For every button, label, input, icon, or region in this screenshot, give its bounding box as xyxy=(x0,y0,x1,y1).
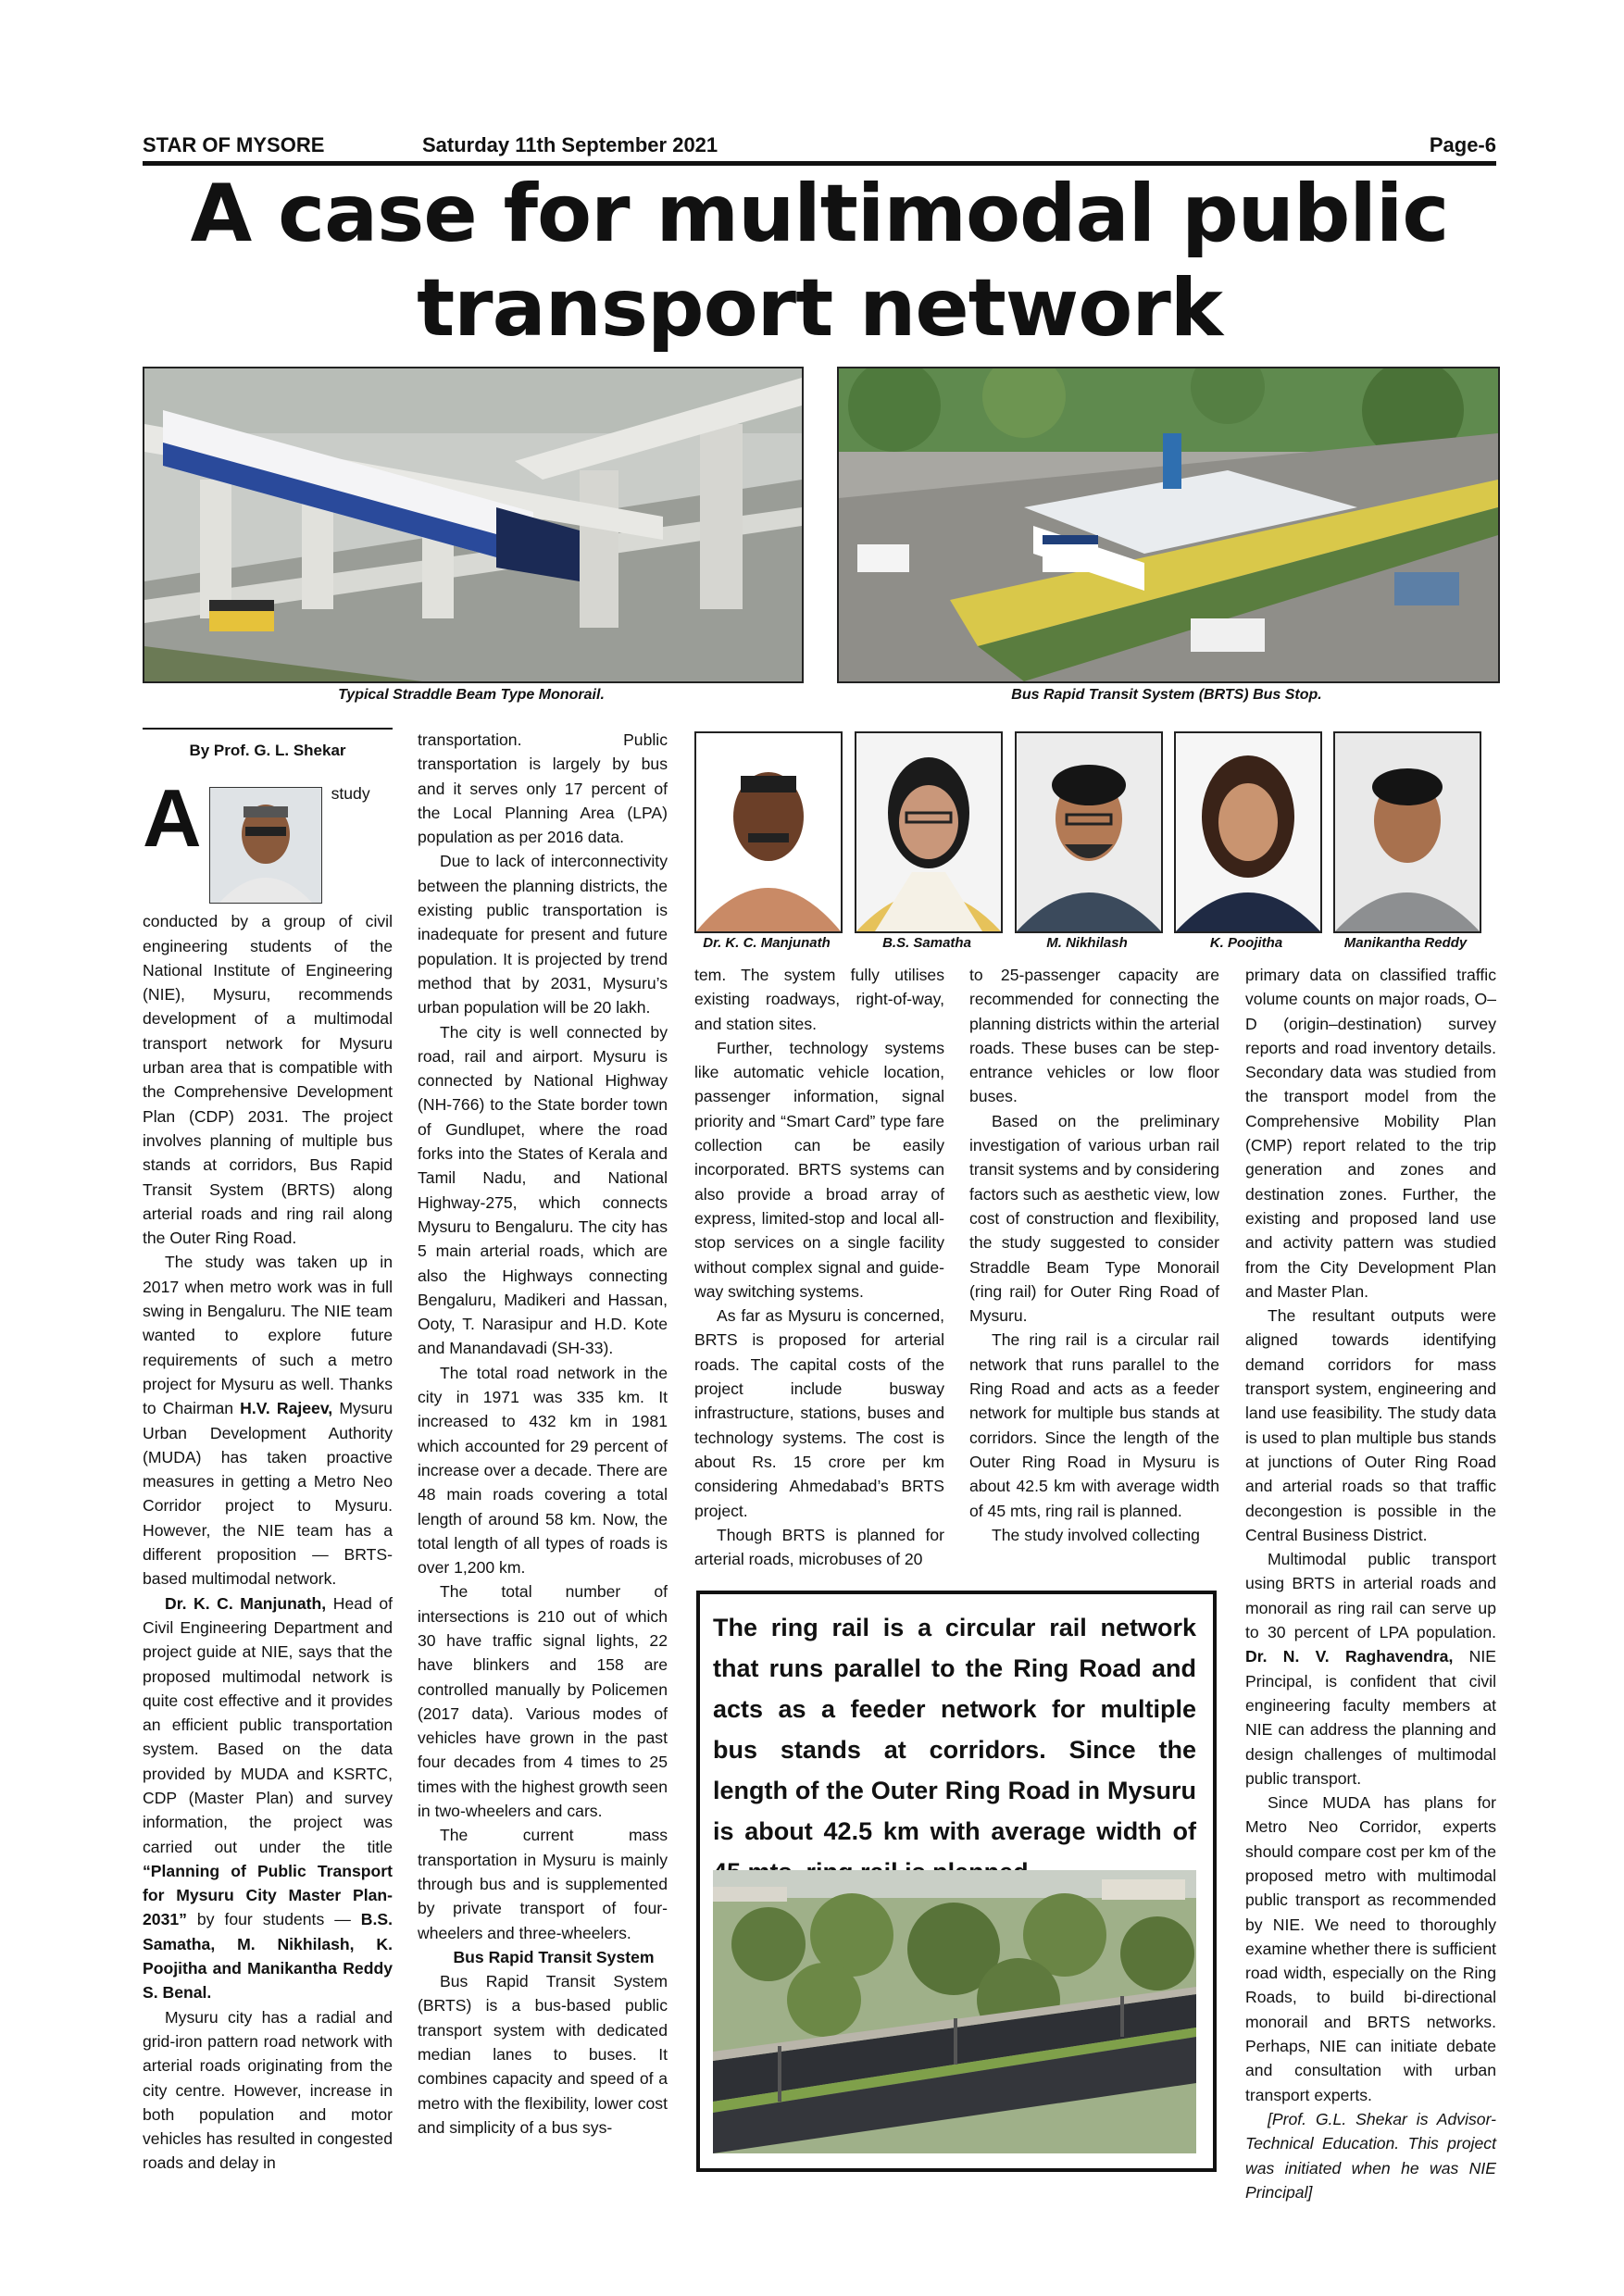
brts-photo xyxy=(837,367,1500,683)
ring-road-aerial-illustration xyxy=(713,1870,1196,2153)
col2-para-7: Bus Rapid Transit System (BRTS) is a bus-based public transport system with dedicated median lanes to buses. It combines capacity and speed of a metro with the flexibility, lower cost and simplicity of a bus sys- xyxy=(418,1972,668,2137)
author-portrait-icon xyxy=(210,788,321,903)
col2-para-1: transportation. Public transportation is largely by bus and it serves only 17 percent of the Local Planning Area (LPA) population as per 2016 data. xyxy=(418,730,668,847)
pull-quote: The ring rail is a circular rail network that runs parallel to the Ring Road and acts as a feeder network for multiple bus stands at corridors. Since the length of the Outer Ring Road in Mysuru is about 42.5 km with average width of xyxy=(713,1614,1196,1845)
col2-para-2: Due to lack of interconnectivity between the planning districts, the existing public transportation is inadequate for present and future population. It is projected by trend method that by 2031, Mysuru’s urban population will be 20 lakh. xyxy=(418,852,668,1017)
brts-bus-stop-illustration xyxy=(839,368,1498,681)
col2-para-4: The total road network in the city in 1971 was 335 km. It increased to 432 km in 1981 which accounted for 29 percent of increase over a decade. There are 48 main roads covering a total length of around 58 km. Now, the total length of all types of roads is over 1,200 km. xyxy=(418,1363,668,1578)
person-photo-icon xyxy=(1176,733,1320,931)
article-column-3 xyxy=(694,963,944,1571)
issue-date: Saturday 11th September 2021 xyxy=(422,133,718,156)
headline: A case for multimodal public transport network xyxy=(190,168,1449,355)
article-column-5 xyxy=(1245,963,1496,2204)
portrait-samatha xyxy=(855,731,1003,933)
monorail-photo xyxy=(143,367,804,683)
col3-para-1: tem. The system fully utilises existing roadways, right-of-way, and station sites. xyxy=(694,966,944,1033)
portrait-name-4: K. Poojitha xyxy=(1209,935,1283,951)
portrait-poojitha xyxy=(1174,731,1322,933)
article-column-2 xyxy=(418,728,668,2140)
drop-cap: A xyxy=(143,772,202,865)
newspaper-name: STAR OF MYSORE xyxy=(143,133,325,156)
portrait-name-3: M. Nikhilash xyxy=(1046,935,1128,951)
col4-para-1: to 25-passenger capacity are recommended for connecting the planning districts within the arterial roads. These buses can be step-entrance vehicles or low floor buses. xyxy=(969,966,1219,1106)
ring-road-photo xyxy=(713,1870,1196,2153)
col4-para-2: Based on the preliminary investigation of various urban rail transit systems and by considering factors such as aesthetic view, low cost of construction and flexibility, the study suggested to consider Straddle Beam Type Monorail (ring rail) for Outer Ring Road of Mysuru. xyxy=(969,1111,1219,1326)
person-photo-icon xyxy=(696,733,841,931)
col3-para-3: As far as Mysuru is concerned, BRTS is proposed for arterial roads. The capital costs of the project include busway infrastructure, stations, buses and technology systems. The cost is about Rs. 15 crore per km considering Ahmedabad’s BRTS project. xyxy=(694,1306,944,1520)
article-column-4 xyxy=(969,963,1219,1547)
col2-para-3: The city is well connected by road, rail and airport. Mysuru is connected by National Highway (NH-766) to the State border town of Gundlupet, where the road forks into the States of Kerala and Tamil Nadu, and National Highway-275, which connects Mysuru to Bengaluru. The city has 5 main arterial roads, which are also the Highways connecting Bengaluru, Madikeri and Hassan, Ooty, T. Narasipur and H.D. Kote and Manandavadi (SH-33). xyxy=(418,1022,668,1358)
col4-para-3: The ring rail is a circular rail network that runs parallel to the Ring Road and acts as a feeder network for multiple bus stands at corridors. Since the length of the Outer Ring Road in Mysuru is about 42.5 km with average width of 45 mts, ring rail is planned. xyxy=(969,1330,1219,1520)
col1-para-1-text: study conducted by a group of civil engineering students of the National Institute of Engineering (NIE), Mysuru, recommends development of a multimodal transport network for Mysuru urban area that is compatible with the Comprehensive Development Plan (CDP) 2031. The project involves planning of multiple bus stands at corridors, Bus Rapid Transit System (BRTS) along arterial roads and ring rail along the Outer Ring Road. xyxy=(143,784,393,1248)
col5-para-2: The resultant outputs were aligned towards identifying demand corridors for mass transport system, engineering and land use feasibility. The study data is used to plan multiple bus stands at junctions of Outer Ring Road and arterial roads so that traffic decongestion is possible in the Central Business District. xyxy=(1245,1306,1496,1544)
brts-caption: Bus Rapid Transit System (BRTS) Bus Stop. xyxy=(1011,687,1322,703)
col3-para-2: Further, technology systems like automatic vehicle location, passenger information, signal priority and “Smart Card” type fare collection can be easily incorporated. BRTS systems can also provide a broad array of express, limited-stop and local all-stop services on a single facility without complex signal and guide-way switching systems. xyxy=(694,1038,944,1301)
author-photo xyxy=(209,787,322,904)
col1-para-1 xyxy=(143,772,393,1250)
col1-para-4: Mysuru city has a radial and grid-iron pattern road network with arterial roads originating from the city centre. However, increase in both population and motor vehicles has resulted in congested roads and delay in xyxy=(143,2007,393,2173)
col1-para-2: The study was taken up in 2017 when metro work was in full swing in Bengaluru. The NIE team wanted to explore future requirements of such a metro project for Mysuru as well. Thanks to Chairman H.V. Rajeev, Mysuru Urban Development Authority (MUDA) has taken proactive measures in getting a Metro Neo Corridor project to Mysuru. However, the NIE team has a different proposition — BRTS-based multimodal network. xyxy=(143,1253,393,1589)
col2-para-6: The current mass transportation in Mysuru is mainly through bus and is supplemented by private transport of four-wheelers and three-wheelers. xyxy=(418,1826,668,1942)
col5-para-4: Since MUDA has plans for Metro Neo Corridor, experts should compare cost per km of the proposed metro with multimodal public transport as recommended by NIE. We need to thoroughly examine whether there is sufficient road width, especially on the Ring Roads, to build bi-directional monorail and BRTS networks. Perhaps, NIE can initiate debate and consultation with urban transport experts. xyxy=(1245,1793,1496,2104)
col3-para-4: Though BRTS is planned for arterial roads, microbuses of 20 xyxy=(694,1525,944,1569)
pull-quote-box xyxy=(696,1591,1217,2172)
byline: By Prof. G. L. Shekar xyxy=(143,728,393,770)
article-column-1 xyxy=(143,728,393,2176)
col5-para-3: Multimodal public transport using BRTS in arterial roads and monorail as ring rail can serve up to 30 percent of LPA population. Dr. N. V. Raghavendra, NIE Principal, is confident that civil engineering faculty members at NIE can address the planning and design challenges of multimodal public transport. xyxy=(1245,1550,1496,1788)
portrait-name-5: Manikantha Reddy xyxy=(1343,935,1468,951)
portrait-manjunath xyxy=(694,731,843,933)
portrait-name-1: Dr. K. C. Manjunath xyxy=(703,935,831,951)
person-photo-icon xyxy=(1017,733,1161,931)
col1-para-3: Dr. K. C. Manjunath, Head of Civil Engineering Department and project guide at NIE, says that the proposed multimodal network is quite cost effective and it provides an efficient public transportation system. Based on the data provided by MUDA and KSRTC, CDP (Master Plan) and survey information, the project was carried out under the title “Planning of Public Transport for Mysuru City Master Plan-2031” by four students — B.S. Samatha, M. Nikhilash, K. Poojitha and Manikantha Reddy S. Benal. xyxy=(143,1593,394,2003)
person-photo-icon xyxy=(856,733,1001,931)
monorail-illustration xyxy=(144,368,802,681)
col2-para-5: The total number of intersections is 210 out of which 30 have traffic signal lights, 22 have blinkers and 158 are controlled manually by Policemen (2017 data). Various modes of vehicles have grown in the past four decades from 4 times to 25 times with the highest growth seen in two-wheelers and cars. xyxy=(418,1582,668,1821)
author-note: [Prof. G.L. Shekar is Advisor-Technical Education. This project was initiated when he was NIE Principal] xyxy=(1245,2109,1496,2202)
subheading-brts: Bus Rapid Transit System xyxy=(453,1947,655,1966)
person-photo-icon xyxy=(1335,733,1480,931)
col5-para-1: primary data on classified traffic volume counts on major roads, O–D (origin–destination) survey reports and road inventory details. Secondary data was studied from the transport model from the Comprehensive Mobility Plan (CMP) report related to the trip generation and zones and destination zones. Further, the existing and proposed land use and activity pattern was studied from the City Development Plan and Master Plan. xyxy=(1245,966,1496,1301)
page-number: Page-6 xyxy=(1429,133,1496,156)
monorail-caption: Typical Straddle Beam Type Monorail. xyxy=(338,687,605,703)
col4-para-4: The study involved collecting xyxy=(992,1525,1200,1544)
portrait-manikantha xyxy=(1333,731,1481,933)
portrait-name-2: B.S. Samatha xyxy=(882,935,971,951)
portrait-nikhilash xyxy=(1015,731,1163,933)
masthead xyxy=(143,133,1496,166)
